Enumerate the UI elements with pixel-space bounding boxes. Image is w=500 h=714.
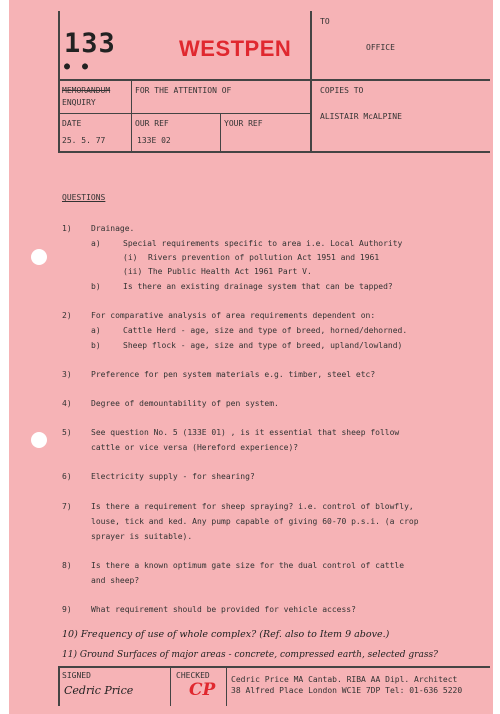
q5-number: 5) <box>62 428 72 437</box>
our-ref-label: OUR REF <box>135 119 169 128</box>
q7-text-line1: Is there a requirement for sheep spraying? i.e. control of blowfly, <box>91 502 414 511</box>
q2a-number: a) <box>91 326 101 335</box>
firm-address-line1: Cedric Price MA Cantab. RIBA AA Dipl. Architect <box>231 675 458 684</box>
date-value: 25. 5. 77 <box>62 136 106 145</box>
office-label: OFFICE <box>366 43 395 52</box>
punch-hole-bottom <box>31 432 47 448</box>
memo-sheet <box>9 0 493 714</box>
rule <box>131 80 132 151</box>
handwritten-q11: 11) Ground Surfaces of major areas - concrete, compressed earth, selected grass? <box>62 650 438 660</box>
q9-text: What requirement should be provided for vehicle access? <box>91 605 356 614</box>
q1aii-text: The Public Health Act 1961 Part V. <box>148 267 312 276</box>
rule <box>226 666 227 706</box>
your-ref-label: YOUR REF <box>224 119 263 128</box>
q7-number: 7) <box>62 502 72 511</box>
q1a-number: a) <box>91 239 101 248</box>
q1ai-text: Rivers prevention of pollution Act 1951 and 1961 <box>148 253 380 262</box>
rule <box>58 113 310 114</box>
questions-heading: QUESTIONS <box>62 193 106 202</box>
rule <box>58 79 490 81</box>
rule <box>58 666 490 668</box>
q7-text-line3: sprayer is suitable). <box>91 532 193 541</box>
q2-text: For comparative analysis of area requirements dependent on: <box>91 311 376 320</box>
rule <box>58 11 60 151</box>
rule <box>310 11 312 151</box>
q8-text-line2: and sheep? <box>91 576 140 585</box>
handwritten-q10: 10) Frequency of use of whole complex? (Ref. also to Item 9 above.) <box>62 629 390 640</box>
q2a-text: Cattle Herd - age, size and type of breed, horned/dehorned. <box>123 326 408 335</box>
checked-initials: CP <box>189 680 216 700</box>
q2b-text: Sheep flock - age, size and type of breed, upland/lowland) <box>123 341 403 350</box>
q1ai-number: (i) <box>123 253 138 262</box>
q2-number: 2) <box>62 311 72 320</box>
memo-number: 133 <box>64 28 116 59</box>
q8-number: 8) <box>62 561 72 570</box>
q2b-number: b) <box>91 341 101 350</box>
signature: Cedric Price <box>64 684 134 697</box>
q3-text: Preference for pen system materials e.g. timber, steel etc? <box>91 370 376 379</box>
q5-text-line2: cattle or vice versa (Hereford experience)? <box>91 443 299 452</box>
q4-number: 4) <box>62 399 72 408</box>
brand-logo: WESTPEN <box>179 36 292 61</box>
q1a-text: Special requirements specific to area i.e. Local Authority <box>123 239 403 248</box>
attention-label: FOR THE ATTENTION OF <box>135 86 232 95</box>
rule <box>220 113 221 151</box>
rule <box>170 666 171 706</box>
copies-value: ALISTAIR McALPINE <box>320 112 402 121</box>
checked-label: CHECKED <box>176 671 210 680</box>
q4-text: Degree of demountability of pen system. <box>91 399 279 408</box>
rule <box>58 666 60 706</box>
q1b-text: Is there an existing drainage system that can be tapped? <box>123 282 393 291</box>
q7-text-line2: louse, tick and ked. Any pump capable of giving 60-70 p.s.i. (a crop <box>91 517 419 526</box>
q1b-number: b) <box>91 282 101 291</box>
q6-number: 6) <box>62 472 72 481</box>
q3-number: 3) <box>62 370 72 379</box>
rule <box>58 151 490 153</box>
q1-text: Drainage. <box>91 224 135 233</box>
q8-text-line1: Is there a known optimum gate size for the dual control of cattle <box>91 561 405 570</box>
q9-number: 9) <box>62 605 72 614</box>
our-ref-value: 133E 02 <box>137 136 171 145</box>
firm-address-line2: 38 Alfred Place London WC1E 7DP Tel: 01-636 5220 <box>231 686 463 695</box>
copies-label: COPIES TO <box>320 86 364 95</box>
to-label: TO <box>320 17 330 26</box>
q1-number: 1) <box>62 224 72 233</box>
q5-text-line1: See question No. 5 (133E 01) , is it essential that sheep follow <box>91 428 400 437</box>
q6-text: Electricity supply - for shearing? <box>91 472 255 481</box>
signed-label: SIGNED <box>62 671 91 680</box>
punch-hole-top <box>31 249 47 265</box>
memorandum-label: MEMORANDUM <box>62 86 111 95</box>
memo-number-dots: ● ● <box>64 61 89 72</box>
enquiry-label: ENQUIRY <box>62 98 96 107</box>
date-label: DATE <box>62 119 82 128</box>
q1aii-number: (ii) <box>123 267 143 276</box>
